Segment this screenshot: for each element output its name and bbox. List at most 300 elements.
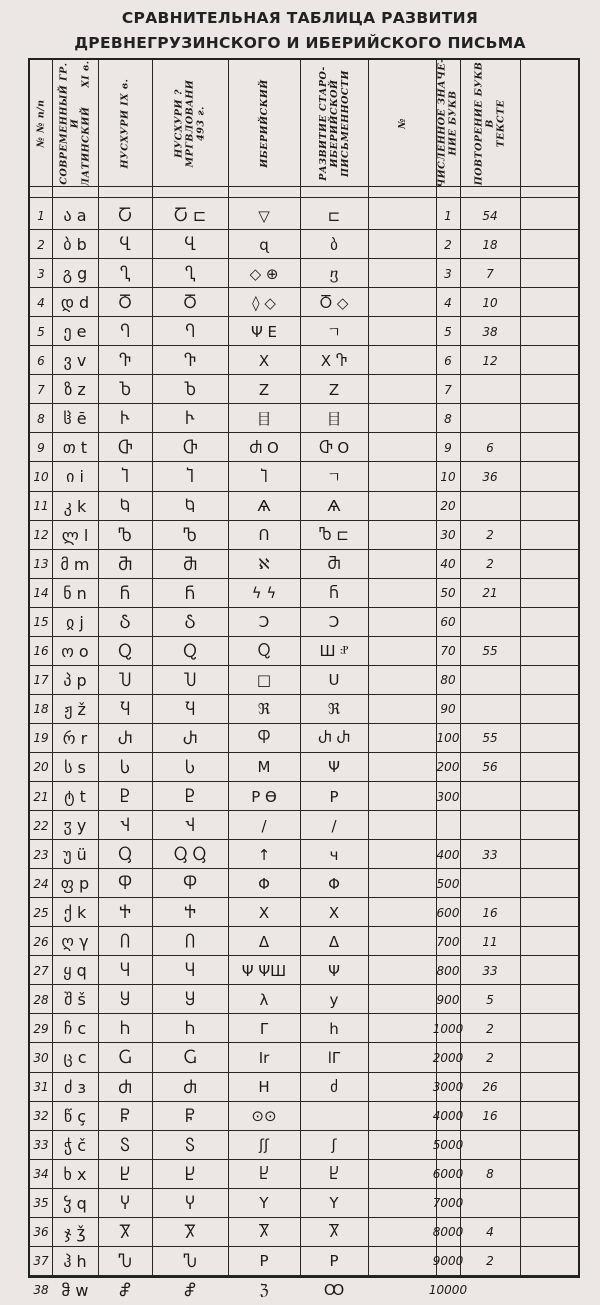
cell-development: Ψ xyxy=(328,961,340,980)
cell-asomtavruli: Ⴜ xyxy=(185,1106,195,1126)
cell-iberian: Δ xyxy=(258,932,270,951)
cell-number: 11 xyxy=(33,499,49,514)
cell-modern: ჳ y xyxy=(63,816,87,836)
cell-modern: ბ b xyxy=(63,235,87,255)
cell-asomtavruli: Ⴟ xyxy=(184,1222,196,1242)
cell-modern: ჴ q xyxy=(63,1193,87,1213)
cell-numeric-value: 900 xyxy=(436,992,460,1007)
cell-numeric-value: 1 xyxy=(444,208,452,223)
cell-numeric-value: 8000 xyxy=(432,1225,464,1240)
cell-numeric-value: 100 xyxy=(436,731,460,746)
cell-number: 24 xyxy=(33,876,49,891)
cell-modern: პ p xyxy=(63,670,87,690)
cell-repetition: 16 xyxy=(482,1109,498,1124)
cell-iberian: Ո xyxy=(258,526,270,545)
cell-modern: ღ γ xyxy=(61,932,89,952)
cell-nuskhuri: Ⴚ xyxy=(118,1048,132,1068)
cell-asomtavruli: Ⴎ xyxy=(183,670,197,690)
cell-numeric-value: 800 xyxy=(436,963,460,978)
cell-asomtavruli: Ⴄ xyxy=(185,322,195,342)
header-label: СОВРЕМЕННЫЙ ГР. И ЛАТИНСКИЙ XI в. xyxy=(58,59,92,187)
cell-development: Ψ xyxy=(328,758,340,777)
cell-iberian: Y xyxy=(259,1194,269,1213)
cell-repetition: 2 xyxy=(486,557,494,572)
cell-numeric-value: 4 xyxy=(444,295,452,310)
cell-asomtavruli: Ⴙ xyxy=(185,1019,195,1039)
cell-asomtavruli: Ⴈ xyxy=(186,467,194,487)
cell-development: Z xyxy=(328,380,340,399)
cell-repetition: 54 xyxy=(482,208,498,223)
cell-nuskhuri: Ⴎ xyxy=(118,670,132,690)
cell-nuskhuri: Ⴝ xyxy=(120,1135,130,1155)
cell-nuskhuri: Ⴛ xyxy=(118,1077,132,1097)
cell-numeric-value: 3 xyxy=(444,266,452,281)
cell-numeric-value: 7 xyxy=(444,382,452,397)
cell-numeric-value: 400 xyxy=(436,847,460,862)
cell-nuskhuri: Ⴌ xyxy=(120,583,130,603)
cell-asomtavruli: Ⴔ xyxy=(183,874,197,894)
cell-iberian: Γ xyxy=(259,1019,269,1038)
cell-modern: ს s xyxy=(64,757,86,777)
cell-asomtavruli: Ⴉ xyxy=(185,496,195,516)
cell-nuskhuri: Ⴆ xyxy=(118,380,132,400)
cell-numeric-value: 90 xyxy=(440,702,456,717)
header-label: № № п/п xyxy=(35,98,47,148)
header-numeric-value xyxy=(436,60,460,186)
cell-numeric-value: 30 xyxy=(440,528,456,543)
header-label: ЧИСЛЕННОЕ ЗНАЧЕ- НИЕ БУКВ xyxy=(437,58,459,188)
cell-repetition xyxy=(460,1131,520,1160)
header-number xyxy=(30,60,52,186)
cell-iberian: ◊ ◇ xyxy=(252,293,276,312)
cell-development: Ꝏ xyxy=(323,1281,345,1300)
cell-asomtavruli: Ⴝ xyxy=(185,1135,195,1155)
cell-modern: ყ q xyxy=(63,961,87,981)
cell-asomtavruli: Ⴚ xyxy=(183,1048,197,1068)
cell-modern: ჭ č xyxy=(63,1135,87,1155)
cell-nuskhuri: Ⴂ xyxy=(119,264,131,284)
cell-iberian: Ѧ xyxy=(257,497,271,516)
cell-iberian: ℜ xyxy=(257,700,271,719)
cell-numeric-value: 10 xyxy=(440,469,456,484)
cell-numeric-value: 9000 xyxy=(432,1254,464,1269)
cell-asomtavruli: Ⴇ xyxy=(182,438,198,458)
cell-asomtavruli: Ⴗ xyxy=(185,961,195,981)
cell-modern: ჲ j xyxy=(66,612,84,632)
cell-number: 7 xyxy=(37,382,45,397)
cell-development: Y xyxy=(329,1194,339,1213)
cell-iberian: P xyxy=(259,1252,269,1271)
cell-number: 25 xyxy=(33,905,49,920)
header-label: НУСХУРИ ? МРГВЛОВАНИ 493 г. xyxy=(173,79,207,167)
cell-asomtavruli: Ⴋ xyxy=(182,554,198,574)
cell-nuskhuri: Ⴕ xyxy=(119,903,131,923)
cell-repetition xyxy=(460,404,520,433)
cell-nuskhuri: Ⴀ xyxy=(118,206,132,226)
cell-iberian: Φ xyxy=(258,874,270,893)
cell-number: 37 xyxy=(33,1254,49,1269)
cell-development: P xyxy=(329,1252,339,1271)
header-repetition xyxy=(460,60,520,186)
cell-iberian: λ xyxy=(259,990,269,1009)
cell-repetition xyxy=(460,1189,520,1218)
cell-numeric-value: 700 xyxy=(436,934,460,949)
cell-numeric-value: 5 xyxy=(444,324,452,339)
cell-number: 6 xyxy=(37,353,45,368)
cell-numeric-value: 7000 xyxy=(432,1196,464,1211)
cell-number: 21 xyxy=(33,789,49,804)
cell-repetition: 33 xyxy=(482,963,498,978)
cell-iberian: ↑ xyxy=(257,845,271,864)
cell-iberian: ℵ xyxy=(258,555,270,574)
cell-iberian: X xyxy=(258,351,270,370)
cell-asomtavruli: Ⴁ xyxy=(184,235,196,255)
cell-number: 33 xyxy=(33,1138,49,1153)
cell-number: 10 xyxy=(33,469,49,484)
cell-nuskhuri: Ⴘ xyxy=(120,990,130,1010)
header-label: НУСХУРИ IX в. xyxy=(119,78,131,168)
cell-asomtavruli: Ⴠ xyxy=(183,1251,197,1271)
cell-modern: ე e xyxy=(63,322,87,342)
cell-nuskhuri: Ⴋ xyxy=(117,554,133,574)
cell-nuskhuri: Ⴍ xyxy=(118,641,132,661)
cell-modern: ო o xyxy=(61,641,89,661)
cell-number: 22 xyxy=(33,818,49,833)
cell-modern: ც c xyxy=(63,1048,87,1068)
cell-repetition xyxy=(460,811,520,840)
cell-number: 27 xyxy=(33,963,49,978)
cell-number: 13 xyxy=(33,557,49,572)
cell-modern: ჟ ž xyxy=(64,699,86,719)
cell-number: 20 xyxy=(33,760,49,775)
cell-numeric-value: 10000 xyxy=(428,1283,468,1298)
cell-modern: ა a xyxy=(63,206,87,226)
cell-repetition xyxy=(460,608,520,637)
cell-development xyxy=(300,1102,368,1131)
cell-development: Ⴞ xyxy=(329,1165,339,1184)
cell-modern: ჱ ē xyxy=(63,409,87,429)
cell-repetition: 7 xyxy=(486,266,494,281)
cell-iberian: Ir xyxy=(258,1048,270,1067)
cell-development: / xyxy=(331,816,337,835)
cell-number: 2 xyxy=(37,237,45,252)
cell-iberian: ⊙⊙ xyxy=(251,1107,277,1126)
cell-asomtavruli: Ⴍ xyxy=(183,641,197,661)
cell-number: 36 xyxy=(33,1225,49,1240)
cell-nuskhuri: Ⴑ xyxy=(120,757,130,777)
cell-development: X xyxy=(328,903,340,922)
cell-modern: ფ p xyxy=(60,874,90,894)
header-nuskhuri xyxy=(98,60,152,186)
cell-asomtavruli: Ⴖ xyxy=(184,932,196,952)
cell-asomtavruli: Ⴡ xyxy=(185,409,195,429)
cell-repetition: 33 xyxy=(482,847,498,862)
cell-development: Ⴊ ⊏ xyxy=(319,526,349,545)
page-title-line-2: ДРЕВНЕГРУЗИНСКОГО И ИБЕРИЙСКОГО ПИСЬМА xyxy=(74,34,526,52)
column-divider xyxy=(520,60,521,1276)
cell-nuskhuri: Ⴒ xyxy=(120,787,130,807)
cell-nuskhuri: Ⴓ xyxy=(118,845,132,865)
cell-repetition xyxy=(460,666,520,695)
cell-number: 28 xyxy=(33,992,49,1007)
cell-nuskhuri: Ⴙ xyxy=(120,1019,130,1039)
cell-repetition: 11 xyxy=(482,934,498,949)
cell-asomtavruli: Ⴀ ⊏ xyxy=(173,206,207,226)
cell-development: Ш ⱀ xyxy=(319,642,349,661)
header-mark xyxy=(368,60,436,186)
cell-asomtavruli: Ⴊ xyxy=(183,525,197,545)
cell-number: 29 xyxy=(33,1021,49,1036)
cell-development: Ѧ xyxy=(327,497,341,516)
header-label: ПОВТОРЕНИЕ БУКВ В ТЕКСТЕ xyxy=(473,61,507,185)
cell-modern: ჯ ǯ xyxy=(64,1222,86,1242)
cell-repetition: 8 xyxy=(486,1167,494,1182)
cell-iberian: Ⴟ xyxy=(258,1223,270,1242)
cell-nuskhuri: Ⴃ xyxy=(118,293,132,313)
cell-numeric-value: 9 xyxy=(444,440,452,455)
cell-development: lΓ xyxy=(327,1048,341,1067)
cell-numeric-value: 2 xyxy=(444,237,452,252)
cell-number: 26 xyxy=(33,934,49,949)
cell-nuskhuri: Ⴔ xyxy=(118,874,132,894)
cell-numeric-value: 4000 xyxy=(432,1109,464,1124)
cell-nuskhuri: Ⴈ xyxy=(121,467,129,487)
cell-number: 5 xyxy=(37,324,45,339)
cell-numeric-value: 60 xyxy=(440,615,456,630)
cell-number: 18 xyxy=(33,702,49,717)
cell-modern: ჩ c xyxy=(63,1019,87,1039)
cell-repetition: 2 xyxy=(486,1021,494,1036)
cell-nuskhuri: Ⴥ xyxy=(119,1280,131,1300)
cell-modern: ი i xyxy=(66,467,84,487)
header-asomtavruli xyxy=(152,60,228,186)
header-label: РАЗВИТИЕ СТАРО- ИБЕРИЙСКОЙ ПИСЬМЕННОСТИ xyxy=(317,65,351,181)
cell-repetition: 6 xyxy=(486,440,494,455)
cell-number: 12 xyxy=(33,528,49,543)
cell-modern: ძ з xyxy=(64,1077,86,1097)
cell-number: 31 xyxy=(33,1080,49,1095)
cell-nuskhuri: Ⴖ xyxy=(119,932,131,952)
cell-modern: რ r xyxy=(62,728,88,748)
cell-development: 目 xyxy=(326,410,342,429)
cell-iberian: H xyxy=(258,1078,270,1097)
cell-nuskhuri: Ⴏ xyxy=(119,699,131,719)
cell-nuskhuri: Ⴞ xyxy=(120,1164,130,1184)
cell-iberian: 目 xyxy=(256,410,272,429)
cell-iberian: Ⴞ xyxy=(259,1165,269,1184)
cell-modern: მ m xyxy=(60,554,90,574)
cell-development: Ⴃ ◇ xyxy=(319,293,349,312)
cell-development: Ⴌ xyxy=(329,584,339,603)
cell-numeric-value: 6000 xyxy=(432,1167,464,1182)
cell-numeric-value: 20 xyxy=(440,499,456,514)
cell-modern: უ ü xyxy=(63,845,87,865)
cell-number: 32 xyxy=(33,1109,49,1124)
cell-modern: ვ v xyxy=(63,351,87,371)
cell-repetition: 55 xyxy=(482,731,498,746)
cell-modern: კ k xyxy=(63,496,87,516)
cell-modern: ზ z xyxy=(64,380,86,400)
cell-nuskhuri: Ⴁ xyxy=(119,235,131,255)
header-iberian xyxy=(228,60,300,186)
cell-modern: ქ k xyxy=(63,903,87,923)
cell-asomtavruli: Ⴌ xyxy=(185,583,195,603)
cell-iberian: Ↄ xyxy=(258,613,270,632)
cell-asomtavruli: Ⴕ xyxy=(184,903,196,923)
cell-iberian: Ⴈ xyxy=(260,467,268,486)
cell-nuskhuri: Ⴟ xyxy=(119,1222,131,1242)
cell-modern: ჰ h xyxy=(63,1251,87,1271)
cell-asomtavruli: Ⴘ xyxy=(185,990,195,1010)
header-modern xyxy=(52,60,98,186)
cell-development: ㄱ xyxy=(326,323,342,342)
cell-development: Ⴋ xyxy=(327,555,341,574)
cell-numeric-value: 3000 xyxy=(432,1080,464,1095)
cell-iberian: / xyxy=(261,816,267,835)
cell-number: 19 xyxy=(33,731,49,746)
cell-number: 4 xyxy=(37,295,45,310)
cell-development: Φ xyxy=(328,874,340,893)
cell-nuskhuri: Ⴜ xyxy=(120,1106,130,1126)
cell-number: 23 xyxy=(33,847,49,862)
cell-iberian: X xyxy=(258,903,270,922)
cell-number: 3 xyxy=(37,266,45,281)
cell-iberian: ϟ ϟ xyxy=(251,584,277,603)
cell-numeric-value: 300 xyxy=(436,789,460,804)
cell-asomtavruli: Ⴛ xyxy=(183,1077,197,1097)
cell-repetition: 16 xyxy=(482,905,498,920)
cell-number: 34 xyxy=(33,1167,49,1182)
cell-development: y xyxy=(329,990,339,1009)
cell-modern: გ g xyxy=(62,264,88,284)
cell-numeric-value: 40 xyxy=(440,557,456,572)
cell-repetition xyxy=(460,782,520,811)
cell-modern: ჵ w xyxy=(61,1280,89,1300)
cell-asomtavruli: Ⴒ xyxy=(185,787,195,807)
cell-development: ⊏ xyxy=(327,206,341,225)
cell-development: P xyxy=(329,787,339,806)
cell-development: Ⴟ xyxy=(328,1223,340,1242)
cell-number: 8 xyxy=(37,411,45,426)
cell-iberian: Ψ ΨШ xyxy=(241,961,287,980)
header-label: № xyxy=(396,117,408,129)
cell-development: ⴂ xyxy=(329,264,339,283)
cell-asomtavruli: Ⴥ xyxy=(184,1280,196,1300)
cell-numeric-value: 70 xyxy=(440,644,456,659)
cell-asomtavruli: Ⴅ xyxy=(183,351,197,371)
cell-nuskhuri: Ⴗ xyxy=(120,961,130,981)
cell-repetition: 21 xyxy=(482,586,498,601)
cell-repetition: 38 xyxy=(482,324,498,339)
cell-modern: ნ n xyxy=(63,583,87,603)
cell-modern: შ š xyxy=(64,990,86,1010)
cell-asomtavruli: Ⴞ xyxy=(185,1164,195,1184)
cell-development: ʃ xyxy=(331,1136,337,1155)
cell-development: h xyxy=(329,1019,339,1038)
header-divider xyxy=(30,186,578,187)
cell-asomtavruli: Ⴤ xyxy=(185,1193,195,1213)
cell-repetition: 2 xyxy=(486,1050,494,1065)
cell-number: 38 xyxy=(33,1283,49,1298)
cell-number: 17 xyxy=(33,673,49,688)
cell-development: Ⴇ O xyxy=(318,438,350,457)
cell-repetition: 5 xyxy=(486,992,494,1007)
cell-iberian: ◇ ⊕ xyxy=(249,264,279,283)
cell-development: ℜ xyxy=(327,700,341,719)
cell-development: X Ⴅ xyxy=(320,351,348,370)
column-divider xyxy=(368,60,369,1276)
cell-modern: ხ x xyxy=(63,1164,87,1184)
cell-number: 35 xyxy=(33,1196,49,1211)
cell-numeric-value: 6 xyxy=(444,353,452,368)
cell-asomtavruli: Ⴐ xyxy=(182,728,198,748)
cell-number: 14 xyxy=(33,586,49,601)
cell-repetition: 26 xyxy=(482,1080,498,1095)
cell-repetition: 55 xyxy=(482,644,498,659)
cell-asomtavruli: Ⴃ xyxy=(183,293,197,313)
cell-repetition: 12 xyxy=(482,353,498,368)
cell-number: 1 xyxy=(37,208,45,223)
cell-numeric-value: 1000 xyxy=(432,1021,464,1036)
cell-iberian: P ϴ xyxy=(251,787,277,806)
cell-modern: ტ t xyxy=(64,787,86,807)
cell-numeric-value: 8 xyxy=(444,411,452,426)
cell-development: ч xyxy=(329,845,339,864)
cell-numeric-value xyxy=(436,811,460,840)
cell-nuskhuri: Ⴐ xyxy=(117,728,133,748)
cell-development: ძ xyxy=(330,1078,338,1097)
cell-iberian: Ⴍ xyxy=(257,642,271,661)
cell-modern: დ d xyxy=(60,293,90,313)
cell-modern: თ t xyxy=(62,438,88,458)
header-divider xyxy=(30,197,578,198)
cell-iberian: Ⴛ O xyxy=(249,438,279,457)
cell-iberian: ℨ xyxy=(259,1281,269,1300)
cell-repetition: 4 xyxy=(486,1225,494,1240)
cell-iberian: M xyxy=(257,758,271,777)
cell-development: ბ xyxy=(330,235,338,254)
header-development xyxy=(300,60,368,186)
cell-number: 15 xyxy=(33,615,49,630)
cell-asomtavruli: Ⴢ xyxy=(184,612,196,632)
cell-modern: ლ l xyxy=(61,525,89,545)
cell-nuskhuri: Ⴅ xyxy=(118,351,132,371)
cell-nuskhuri: Ⴣ xyxy=(120,816,130,836)
cell-nuskhuri: Ⴊ xyxy=(118,525,132,545)
cell-nuskhuri: Ⴉ xyxy=(120,496,130,516)
cell-iberian: Ⴔ xyxy=(257,729,271,748)
cell-modern: წ ç xyxy=(63,1106,87,1126)
cell-iberian: Ψ E xyxy=(250,322,278,341)
cell-number: 16 xyxy=(33,644,49,659)
cell-repetition: 56 xyxy=(482,760,498,775)
cell-repetition: 10 xyxy=(482,295,498,310)
cell-nuskhuri: Ⴡ xyxy=(120,409,130,429)
cell-repetition: 36 xyxy=(482,469,498,484)
cell-numeric-value: 600 xyxy=(436,905,460,920)
page-title-line-1: СРАВНИТЕЛЬНАЯ ТАБЛИЦА РАЗВИТИЯ xyxy=(121,9,479,27)
cell-iberian: Z xyxy=(258,380,270,399)
header-label: ИБЕРИЙСКИЙ xyxy=(258,78,270,168)
cell-repetition xyxy=(460,869,520,898)
cell-nuskhuri: Ⴤ xyxy=(120,1193,130,1213)
cell-development: Ⴐ Ⴐ xyxy=(317,729,351,748)
cell-numeric-value: 50 xyxy=(440,586,456,601)
cell-numeric-value: 80 xyxy=(440,673,456,688)
cell-repetition xyxy=(460,695,520,724)
cell-numeric-value: 500 xyxy=(436,876,460,891)
cell-numeric-value: 2000 xyxy=(432,1050,464,1065)
